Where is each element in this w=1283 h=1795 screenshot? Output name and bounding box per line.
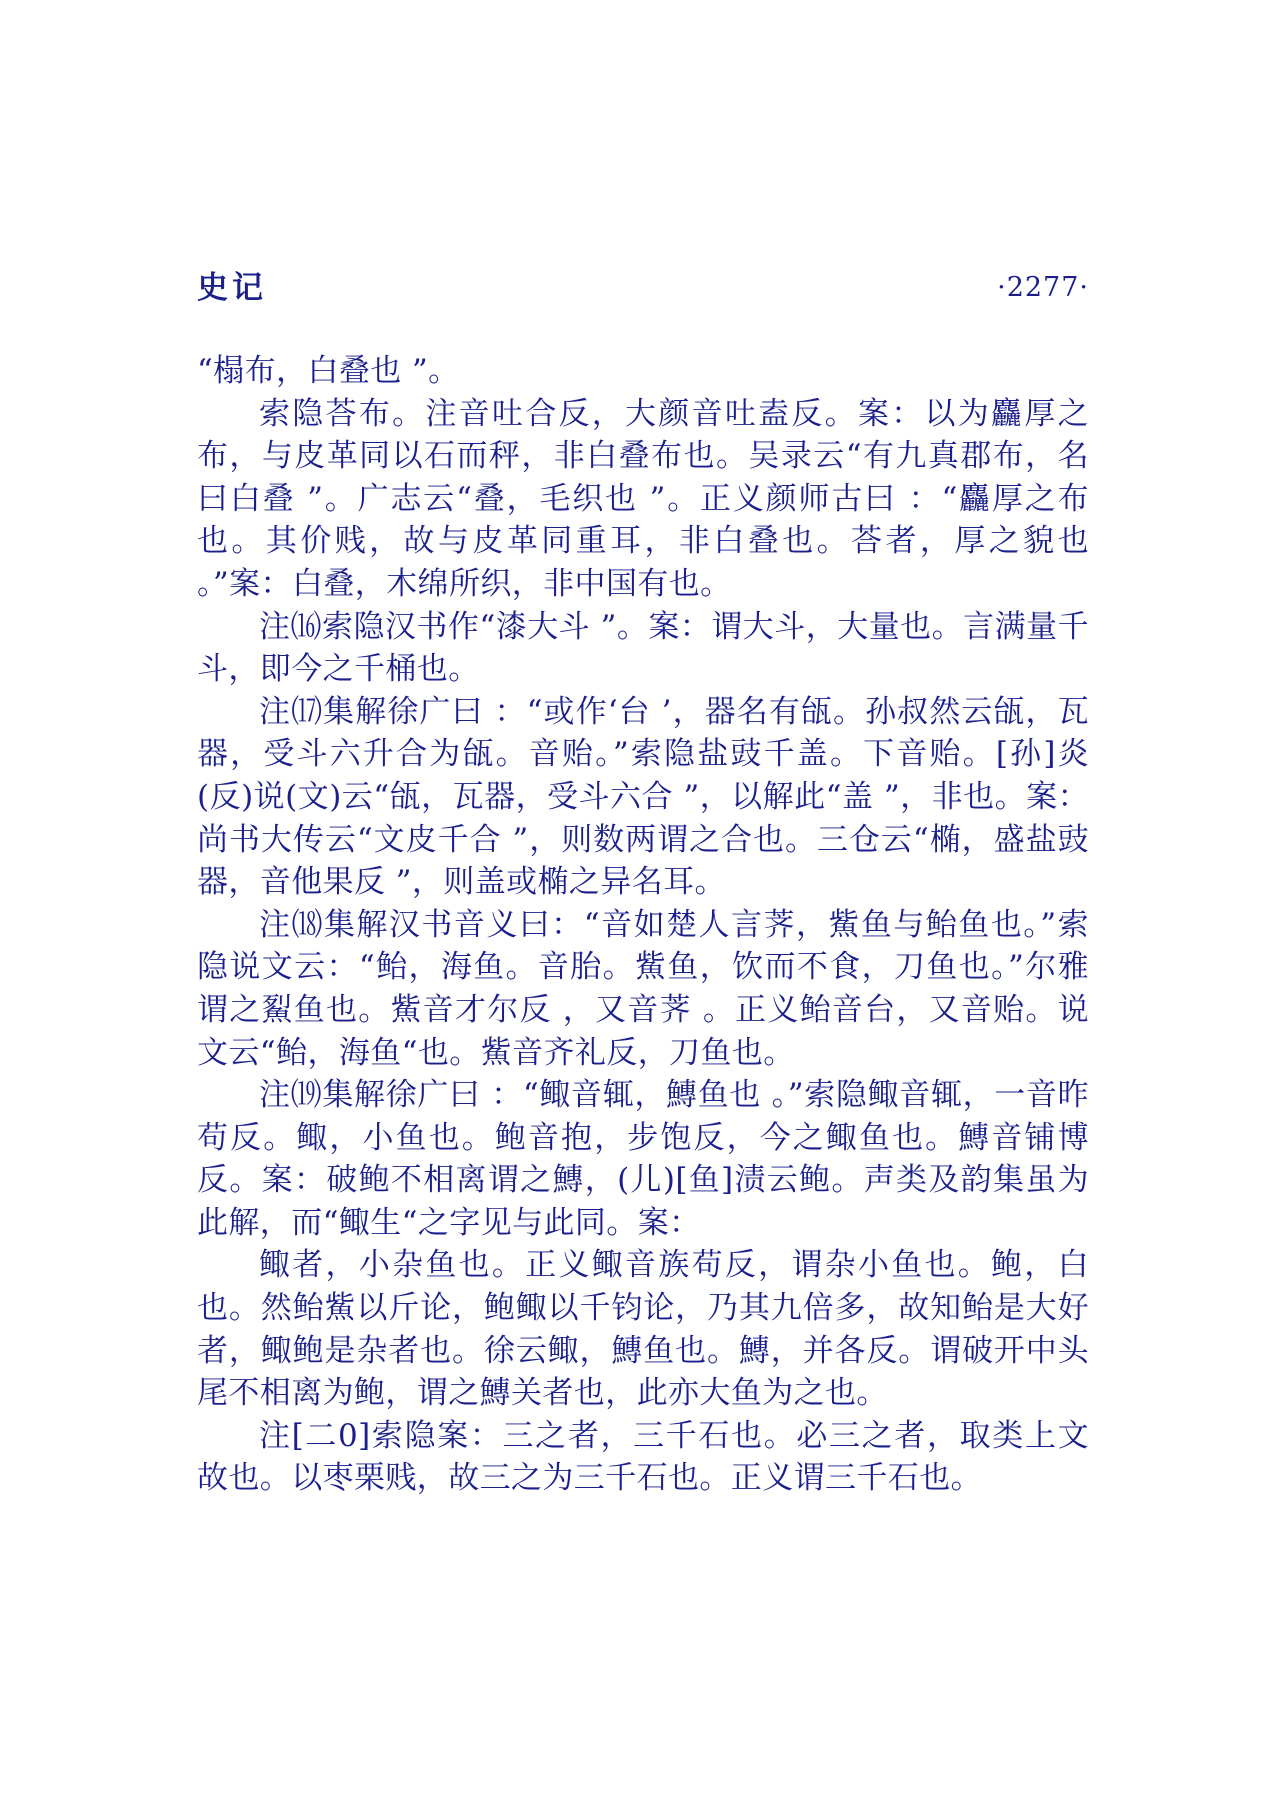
paragraph-8: 注[二0]索隐案：三之者，三千石也。必三之者，取类上文故也。以枣栗贱，故三之为三千石也。正义谓三千石也。 bbox=[197, 1417, 1089, 1497]
paragraph-6: 注⒆集解徐广曰 ：“鲰音辄，鱄鱼也 。”索隐鲰音辄，一音昨苟反。鲰，小鱼也。鲍音抱，步饱反，今之鲰鱼也。鱄音铺博反。案：破鲍不相离谓之鱄，(儿)[鱼]渍云鲍。声类及韵集虽为此解，而“鲰生“之字见与此同。案： bbox=[197, 1077, 1089, 1241]
paragraph-1: “榻布，白叠也 ”。 bbox=[197, 353, 460, 389]
paragraph-3: 注⒃索隐汉书作“漆大斗 ”。案：谓大斗，大量也。言满量千斗，即今之千桶也。 bbox=[197, 608, 1089, 688]
paragraph-4: 注⒄集解徐广曰 ：“或作‘台 ’，器名有瓵。孙叔然云瓵，瓦器，受斗六升合为瓵。音贻。”索隐盐豉千盖。下音贻。[孙]炎(反)说(文)云“瓵，瓦器，受斗六合 ”，以解此“盖 ”，非也。案：尚书大传云“文皮千合 ”，则数两谓之合也。三仓云“椭，盛盐豉器，音他果反 ”，则盖或椭之异名耳。 bbox=[197, 693, 1089, 901]
page-number: ·2277· bbox=[997, 272, 1089, 303]
book-title: 史记 bbox=[197, 270, 267, 306]
paragraph-5: 注⒅集解汉书音义曰：“音如楚人言荠，鮆鱼与鲐鱼也。”索隐说文云：“鲐，海鱼。音胎。鮆鱼，饮而不食，刀鱼也。”尔雅谓之鮤鱼也。鮆音才尔反 ，又音荠 。正义鲐音台，又音贻。说文云“鲐，海鱼“也。鮆音齐礼反，刀鱼也。 bbox=[197, 906, 1089, 1071]
page-header bbox=[197, 268, 1089, 308]
paragraph-7: 鲰者，小杂鱼也。正义鲰音族苟反，谓杂小鱼也。鲍，白也。然鲐鮆以斤论，鲍鲰以千钧论，乃其九倍多，故知鲐是大好者，鲰鲍是杂者也。徐云鲰，鱄鱼也。鱄，并各反。谓破开中头尾不相离为鲍，谓之鱄关者也，此亦大鱼为之也。 bbox=[197, 1247, 1089, 1412]
paragraph-2: 索隐荅布。注音吐合反，大颜音吐盍反。案：以为麤厚之布，与皮革同以石而秤，非白叠布也。吴录云“有九真郡布，名曰白叠 ”。广志云“叠，毛织也 ”。正义颜师古曰 ：“麤厚之布也。其价贱，故与皮革同重耳，非白叠也。荅者，厚之貌也 。”案：白叠，木绵所织，非中国有也。 bbox=[197, 395, 1089, 602]
body-text bbox=[197, 350, 1089, 1500]
